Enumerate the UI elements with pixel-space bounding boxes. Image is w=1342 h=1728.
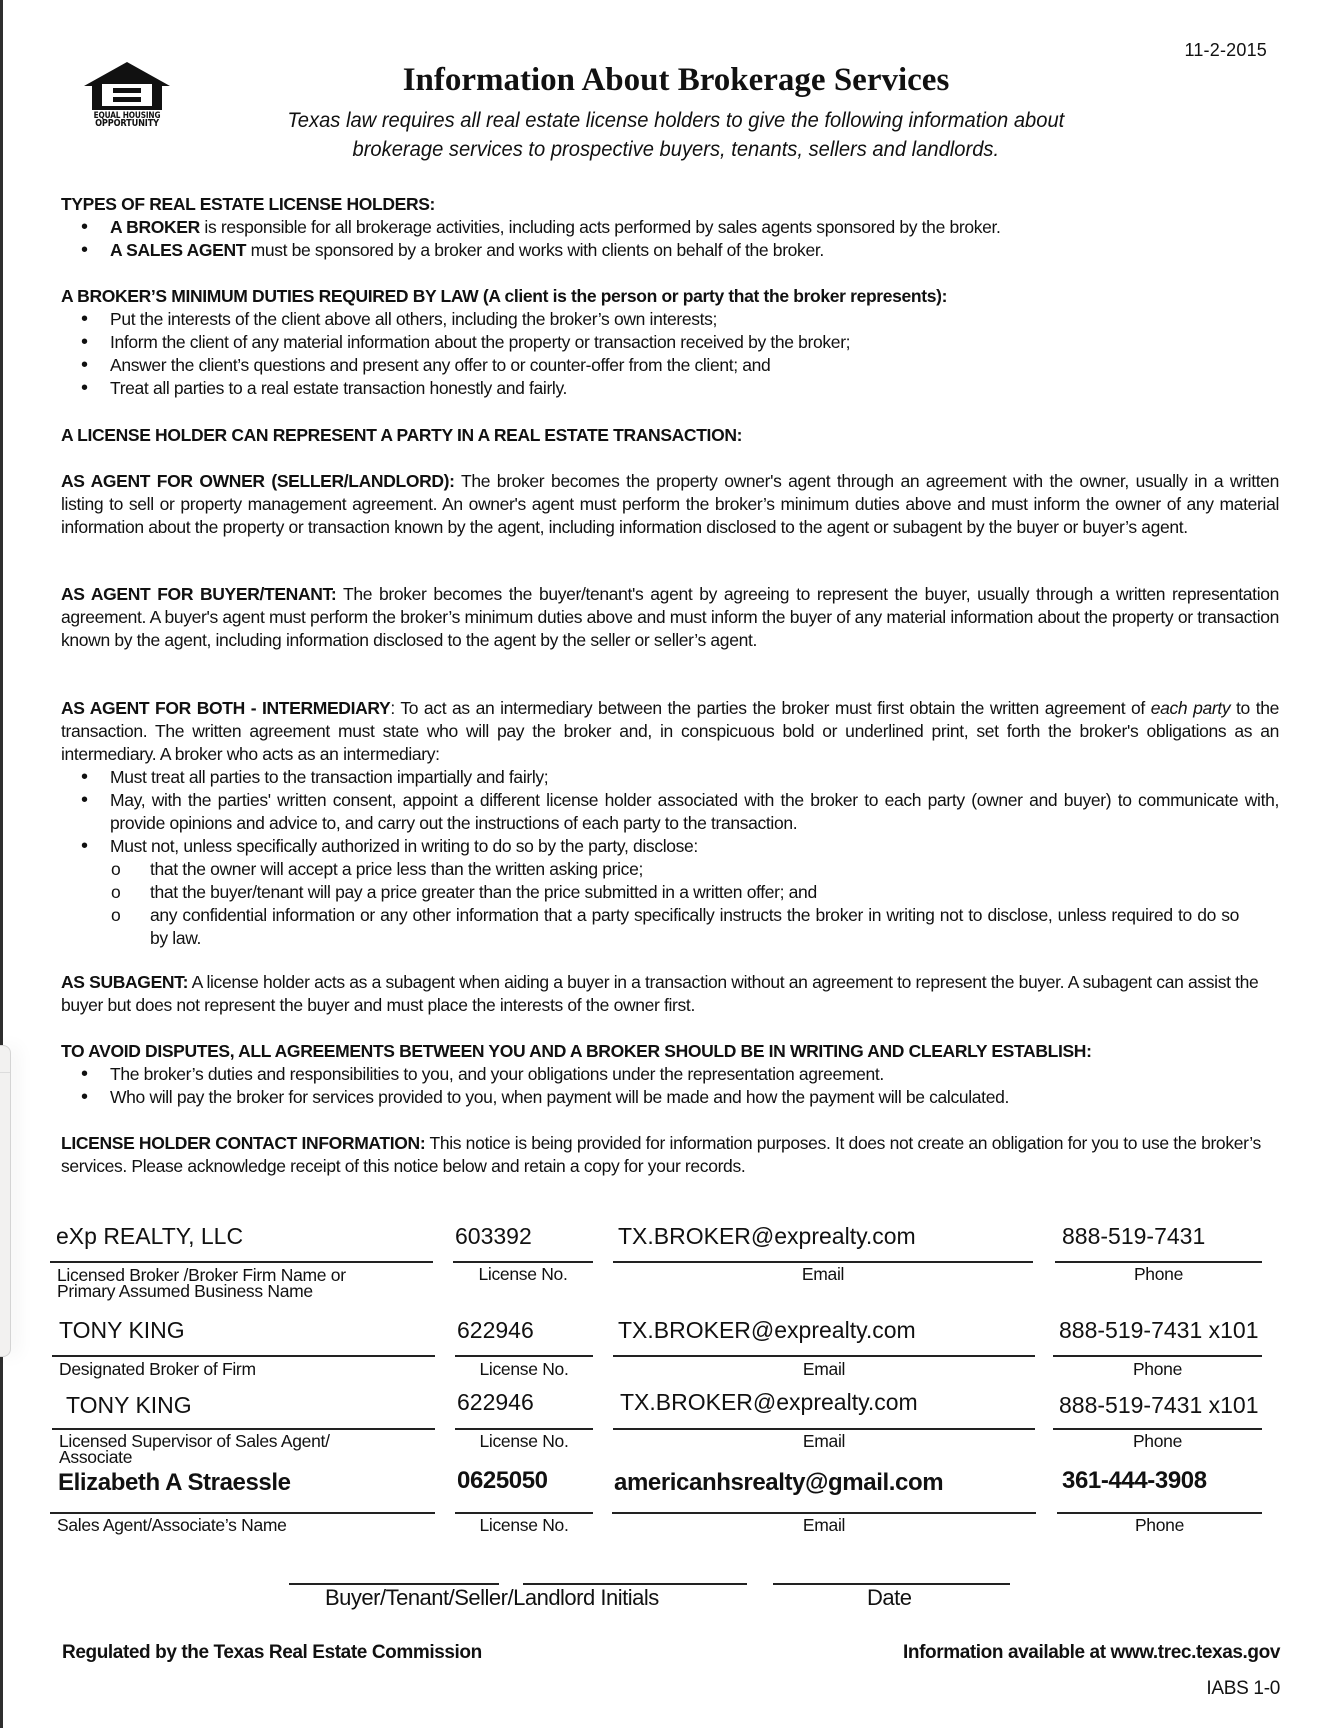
duties-list — [61, 308, 1279, 400]
initials-label: Buyer/Tenant/Seller/Landlord Initials — [325, 1585, 659, 1610]
disputes-item: • The broker’s duties and responsibilities to you, and your obligations under the representation agreement. — [61, 1063, 1279, 1086]
section-disputes — [61, 1040, 1279, 1109]
license-underline — [455, 1428, 593, 1430]
email-underline — [613, 1261, 1033, 1263]
sales-agent-license-field[interactable]: 0625050 — [457, 1467, 548, 1494]
designated-broker-name-label: Designated Broker of Firm — [59, 1359, 256, 1379]
intermediary-text: to the transaction. The written agreement must state who will pay the broker and, in conspicuous bold or underlined print, set forth the broker's obligations as an intermediary. A broker who acts as an intermediary: — [61, 698, 1279, 764]
intermediary-sublist — [61, 858, 1279, 950]
label-line: Licensed Supervisor of Sales Agent/ — [59, 1431, 330, 1451]
email-label: Email — [802, 1431, 846, 1451]
label-line: Associate — [59, 1447, 133, 1467]
disputes-list — [61, 1063, 1279, 1109]
phone-label: Phone — [1133, 1264, 1184, 1284]
subagent-label: AS SUBAGENT: — [61, 972, 189, 992]
email-underline — [613, 1428, 1035, 1430]
intermediary-item: • Must treat all parties to the transaction impartially and fairly; — [61, 766, 1279, 789]
intermediary-label: AS AGENT FOR BOTH - INTERMEDIARY — [61, 698, 391, 718]
owner-agent-label: AS AGENT FOR OWNER (SELLER/LANDLORD): — [61, 471, 455, 491]
term-broker: A BROKER — [110, 217, 200, 237]
name-underline — [52, 1428, 435, 1430]
subtitle-line-1: Texas law requires all real estate license holders to give the following information about — [287, 109, 1065, 132]
name-underline — [50, 1261, 433, 1263]
supervisor-name-field[interactable]: TONY KING — [66, 1392, 192, 1418]
label-line: Primary Assumed Business Name — [57, 1281, 313, 1301]
broker-firm-name-label — [57, 1267, 346, 1299]
types-item-text: must be sponsored by a broker and works with clients on behalf of the broker. — [246, 240, 824, 260]
types-item-text: is responsible for all brokerage activities, including acts performed by sales agents sponsored by the broker. — [199, 217, 1001, 237]
duties-item: • Treat all parties to a real estate transaction honestly and fairly. — [61, 377, 1279, 400]
duties-heading: A BROKER’S MINIMUM DUTIES REQUIRED BY LAW (A client is the person or party that the broker represents): — [61, 286, 948, 306]
types-item-broker — [61, 216, 1279, 239]
page-title: Information About Brokerage Services — [402, 62, 950, 98]
subtitle-line-2: brokerage services to prospective buyers, tenants, sellers and landlords. — [352, 138, 1000, 161]
license-underline — [453, 1261, 593, 1263]
name-underline — [50, 1512, 435, 1514]
buyer-agent-label: AS AGENT FOR BUYER/TENANT: — [61, 584, 337, 604]
supervisor-email-field[interactable]: TX.BROKER@exprealty.com — [620, 1389, 918, 1415]
supervisor-name-label — [59, 1433, 330, 1465]
duties-item: • Put the interests of the client above all others, including the broker’s own interests; — [61, 308, 1279, 331]
types-heading: TYPES OF REAL ESTATE LICENSE HOLDERS: — [61, 194, 436, 214]
intermediary-item: • Must not, unless specifically authorized in writing to do so by the party, disclose: — [61, 835, 1279, 858]
sales-agent-name-label: Sales Agent/Associate’s Name — [57, 1515, 287, 1535]
label-line: Licensed Broker /Broker Firm Name or — [57, 1265, 346, 1285]
section-owner-agent — [61, 470, 1279, 539]
supervisor-license-field[interactable]: 622946 — [457, 1389, 534, 1415]
intermediary-emphasis: each party — [1150, 698, 1231, 718]
section-subagent — [61, 971, 1261, 1017]
license-label: License No. — [478, 1264, 568, 1284]
owner-agent-text: The broker becomes the property owner's agent through an agreement with the owner, usually in a written listing to sell or property management agreement. An owner's agent must perform the broker’s minimum duties above and must inform the owner of any material information about the property or transaction known by the agent, including information disclosed to the agent or subagent by the buyer or buyer’s agent. — [61, 471, 1279, 537]
phone-label: Phone — [1134, 1515, 1185, 1535]
email-underline — [613, 1355, 1035, 1357]
designated-broker-license-field[interactable]: 622946 — [457, 1317, 534, 1343]
designated-broker-email-field[interactable]: TX.BROKER@exprealty.com — [618, 1317, 916, 1343]
duties-item: • Answer the client’s questions and present any offer to or counter-offer from the client; and — [61, 354, 1279, 377]
buyer-agent-text: The broker becomes the buyer/tenant's agent by agreeing to represent the buyer, usually through a written representation agreement. A buyer's agent must perform the broker’s minimum duties above and must inform the buyer of any material information about the property or transaction known by the agent, including information disclosed to the agent by the seller or seller’s agent. — [61, 584, 1279, 650]
side-panel-divider — [0, 1072, 10, 1073]
phone-label: Phone — [1132, 1431, 1183, 1451]
supervisor-phone-field[interactable]: 888-519-7431 x101 — [1059, 1392, 1259, 1418]
disputes-item: • Who will pay the broker for services provided to you, when payment will be made and how the payment will be calculated. — [61, 1086, 1279, 1109]
form-id: IABS 1-0 — [1206, 1678, 1280, 1699]
intermediary-subitem: o that the owner will accept a price less than the written asking price; — [61, 858, 1279, 881]
license-label: License No. — [479, 1431, 569, 1451]
sales-agent-name-field[interactable]: Elizabeth A Straessle — [58, 1469, 291, 1496]
phone-label: Phone — [1132, 1359, 1183, 1379]
sales-agent-phone-field[interactable]: 361-444-3908 — [1062, 1467, 1207, 1494]
designated-broker-phone-field[interactable]: 888-519-7431 x101 — [1059, 1317, 1259, 1343]
side-panel-tab[interactable] — [0, 1045, 11, 1357]
broker-firm-name-field[interactable]: eXp REALTY, LLC — [56, 1223, 244, 1249]
types-list — [61, 216, 1279, 262]
logo-text-line1: EQUAL HOUSING — [93, 111, 161, 121]
contact-info-label: LICENSE HOLDER CONTACT INFORMATION: — [61, 1133, 426, 1153]
email-label: Email — [801, 1264, 845, 1284]
section-duties — [61, 285, 1279, 400]
intermediary-subitem: o any confidential information or any other information that a party specifically instructs the broker in writing not to disclose, unless required to do so by law. — [61, 904, 1279, 950]
name-underline — [52, 1355, 435, 1357]
designated-broker-name-field[interactable]: TONY KING — [59, 1317, 185, 1343]
phone-underline — [1053, 1355, 1262, 1357]
intermediary-paragraph — [61, 697, 1279, 766]
intermediary-text: : To act as an intermediary between the parties the broker must first obtain the written agreement of — [390, 698, 1151, 718]
license-label: License No. — [479, 1359, 569, 1379]
broker-firm-license-field[interactable]: 603392 — [455, 1223, 532, 1249]
duties-item: • Inform the client of any material information about the property or transaction received by the broker; — [61, 331, 1279, 354]
footer-info-link[interactable]: Information available at www.trec.texas.gov — [903, 1642, 1280, 1663]
types-item-sales-agent — [61, 239, 1279, 262]
subagent-text: A license holder acts as a subagent when aiding a buyer in a transaction without an agreement to represent the buyer. A subagent can assist the buyer but does not represent the buyer and must place the interests of the owner first. — [61, 972, 1259, 1015]
phone-underline — [1055, 1261, 1262, 1263]
email-underline — [612, 1512, 1036, 1514]
license-underline — [455, 1355, 593, 1357]
contact-info-text: This notice is being provided for information purposes. It does not create an obligation for you to use the broker’s services. Please acknowledge receipt of this notice below and retain a copy for your records. — [61, 1133, 1261, 1176]
intermediary-item: • May, with the parties' written consent, appoint a different license holder associated with the broker to each party (owner and buyer) to communicate with, provide opinions and advice to, and carry out the instructions of each party to the transaction. — [61, 789, 1279, 835]
disputes-heading: TO AVOID DISPUTES, ALL AGREEMENTS BETWEEN YOU AND A BROKER SHOULD BE IN WRITING AND CLEARLY ESTABLISH: — [61, 1041, 1092, 1061]
broker-firm-phone-field[interactable]: 888-519-7431 — [1062, 1223, 1206, 1249]
license-underline — [455, 1512, 593, 1514]
date-label: Date — [867, 1585, 912, 1610]
license-label: License No. — [479, 1515, 569, 1535]
section-contact-info — [61, 1132, 1279, 1178]
sales-agent-email-field[interactable]: americanhsrealty@gmail.com — [614, 1469, 944, 1496]
section-types — [61, 193, 1279, 262]
logo-text-line2: OPPORTUNITY — [95, 118, 159, 129]
window-edge — [0, 0, 3, 1728]
email-label: Email — [802, 1359, 846, 1379]
section-intermediary — [61, 697, 1279, 950]
phone-underline — [1053, 1428, 1262, 1430]
term-sales-agent: A SALES AGENT — [110, 240, 247, 260]
page-subtitle — [27, 106, 1315, 164]
form-date: 11-2-2015 — [1184, 40, 1267, 60]
intermediary-subitem: o that the buyer/tenant will pay a price greater than the price submitted in a written offer; and — [61, 881, 1279, 904]
broker-firm-email-field[interactable]: TX.BROKER@exprealty.com — [618, 1223, 916, 1249]
represent-heading: A LICENSE HOLDER CAN REPRESENT A PARTY IN A REAL ESTATE TRANSACTION: — [61, 425, 743, 445]
intermediary-list — [61, 766, 1279, 858]
footer-regulator: Regulated by the Texas Real Estate Commission — [62, 1642, 482, 1663]
section-buyer-agent — [61, 583, 1279, 652]
email-label: Email — [802, 1515, 846, 1535]
phone-underline — [1057, 1512, 1262, 1514]
